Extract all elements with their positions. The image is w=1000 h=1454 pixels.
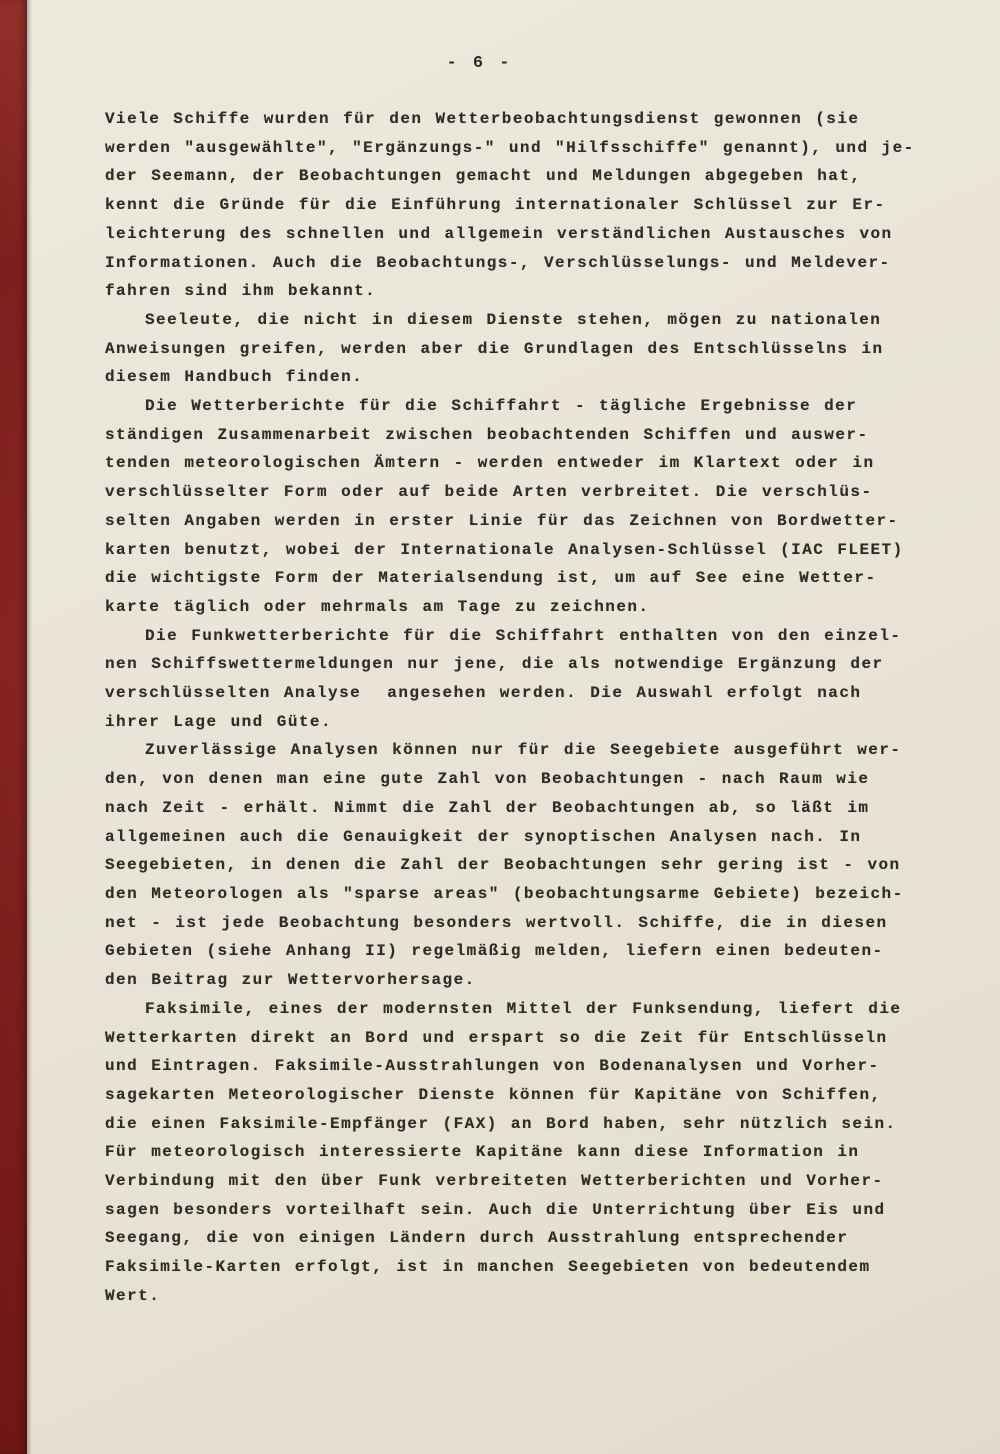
text-line: und Eintragen. Faksimile-Ausstrahlungen von Bodenanalysen und Vorher- <box>105 1057 880 1076</box>
text-line: nach Zeit - erhält. Nimmt die Zahl der Beobachtungen ab, so läßt im <box>105 798 870 817</box>
text-line: nen Schiffswettermeldungen nur jene, die als notwendige Ergänzung der <box>105 655 884 674</box>
text-line: werden "ausgewählte", "Ergänzungs-" und "Hilfsschiffe" genannt), und je- <box>105 138 915 157</box>
text-line: Die Funkwetterberichte für die Schiffahrt enthalten von den einzel- <box>145 626 902 645</box>
text-line: sagekarten Meteorologischer Dienste können für Kapitäne von Schiffen, <box>105 1085 882 1104</box>
text-line: diesem Handbuch finden. <box>105 368 364 387</box>
text-line: Gebieten (siehe Anhang II) regelmäßig melden, liefern einen bedeuten- <box>105 942 884 961</box>
page-number: - 6 - <box>446 54 513 73</box>
text-line: die wichtigste Form der Materialsendung ist, um auf See eine Wetter- <box>105 569 877 588</box>
text-line: der Seemann, der Beobachtungen gemacht und Meldungen abgegeben hat, <box>105 167 862 186</box>
text-line: Für meteorologisch interessierte Kapitäne kann diese Information in <box>105 1143 860 1162</box>
text-line: tenden meteorologischen Ämtern - werden entweder im Klartext oder in <box>105 454 875 473</box>
text-line: Verbindung mit den über Funk verbreiteten Wetterberichten und Vorher- <box>105 1172 884 1191</box>
text-line: allgemeinen auch die Genauigkeit der synoptischen Analysen nach. In <box>105 827 862 846</box>
text-line: karte täglich oder mehrmals am Tage zu zeichnen. <box>105 597 650 616</box>
text-line: Zuverlässige Analysen können nur für die Seegebiete ausgeführt wer- <box>145 741 902 760</box>
text-line: Die Wetterberichte für die Schiffahrt - tägliche Ergebnisse der <box>145 397 858 416</box>
text-line: verschlüsselten Analyse angesehen werden. Die Auswahl erfolgt nach <box>105 684 862 703</box>
text-line: selten Angaben werden in erster Linie für das Zeichnen von Bordwetter- <box>105 511 899 530</box>
text-line: Seegebieten, in denen die Zahl der Beobachtungen sehr gering ist - von <box>105 856 901 875</box>
text-line: net - ist jede Beobachtung besonders wertvoll. Schiffe, die in diesen <box>105 913 888 932</box>
text-line: ständigen Zusammenarbeit zwischen beobachtenden Schiffen und auswer- <box>105 425 869 444</box>
text-line: kennt die Gründe für die Einführung internationaler Schlüssel zur Er- <box>105 196 886 215</box>
text-line: ihrer Lage und Güte. <box>105 712 333 731</box>
text-line: Viele Schiffe wurden für den Wetterbeobachtungsdienst gewonnen (sie <box>105 110 860 128</box>
text-line: den Meteorologen als "sparse areas" (beobachtungsarme Gebiete) bezeich- <box>105 884 904 903</box>
text-line: verschlüsselter Form oder auf beide Arten verbreitet. Die verschlüs- <box>105 483 873 502</box>
text-line: sagen besonders vorteilhaft sein. Auch die Unterrichtung über Eis und <box>105 1200 886 1219</box>
text-line: Faksimile, eines der modernsten Mittel der Funksendung, liefert die <box>145 999 902 1018</box>
text-line: Anweisungen greifen, werden aber die Grundlagen des Entschlüsselns in <box>105 339 884 358</box>
text-line: fahren sind ihm bekannt. <box>105 282 377 301</box>
text-line: den Beitrag zur Wettervorhersage. <box>105 971 476 990</box>
document-body <box>105 105 942 1311</box>
text-line: Seegang, die von einigen Ländern durch Ausstrahlung entsprechender <box>105 1229 849 1248</box>
text-line: Informationen. Auch die Beobachtungs-, Verschlüsselungs- und Meldever- <box>105 253 891 272</box>
text-line: leichterung des schnellen und allgemein verständlichen Austausches von <box>105 224 893 243</box>
text-line: Faksimile-Karten erfolgt, ist in manchen Seegebieten von bedeutendem <box>105 1258 871 1277</box>
text-line: den, von denen man eine gute Zahl von Beobachtungen - nach Raum wie <box>105 770 870 789</box>
text-line: Seeleute, die nicht in diesem Dienste stehen, mögen zu nationalen <box>145 310 882 329</box>
text-line: Wert. <box>105 1286 161 1305</box>
text-line: die einen Faksimile-Empfänger (FAX) an Bord haben, sehr nützlich sein. <box>105 1114 897 1133</box>
text-line: karten benutzt, wobei der Internationale Analysen-Schlüssel (IAC FLEET) <box>105 540 904 559</box>
text-line: Wetterkarten direkt an Bord und erspart so die Zeit für Entschlüsseln <box>105 1028 888 1047</box>
